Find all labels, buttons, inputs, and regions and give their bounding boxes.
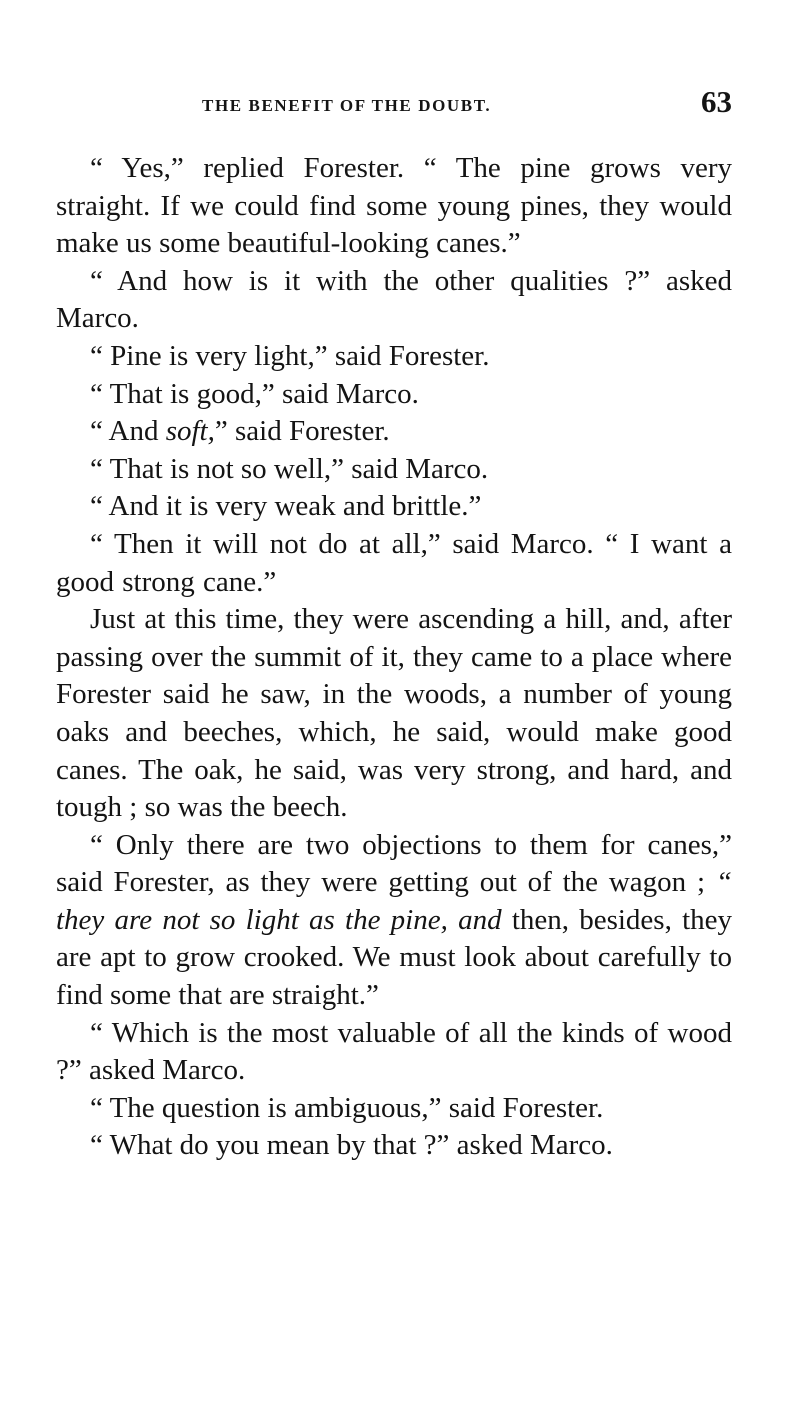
soft-open-text: “ And xyxy=(90,415,166,448)
paragraph: “ That is good,” said Marco. xyxy=(90,377,419,410)
running-head xyxy=(58,84,734,128)
soft-emphasis: soft, xyxy=(165,415,215,448)
paragraph: “ Which is the most valuable of all the kinds of wood ?” asked Marco. xyxy=(56,1016,732,1087)
paragraph: “ Then it will not do at all,” said Marco. “ I want a good strong cane.” xyxy=(56,527,732,598)
soft-close-text: ” said Forester. xyxy=(214,415,390,448)
paragraph: Just at this time, they were ascending a hill, and, after passing over the summit of it, they came to a place where Forester said he saw, in the woods, a number of young oaks and beeches, which, he said, would make good canes. The oak, he said, was very strong, and hard, and tough ; so was the beech. xyxy=(56,603,732,824)
paragraph: “ The question is ambiguous,” said Forester. xyxy=(90,1091,604,1124)
paragraph: “ And how is it with the other qualities ?” asked Marco. xyxy=(56,264,732,335)
body-text xyxy=(56,150,732,1165)
page-number: 63 xyxy=(701,84,732,119)
paragraph-objections xyxy=(56,827,732,1015)
objections-emphasis: “ they are not so light as the pine, and xyxy=(56,866,732,936)
paragraph: “ Pine is very light,” said Forester. xyxy=(90,339,490,372)
running-title: THE BENEFIT OF THE DOUBT. xyxy=(202,96,492,115)
paragraph: “ That is not so well,” said Marco. xyxy=(90,452,489,485)
paragraph: “ Yes,” replied Forester. “ The pine grows very straight. If we could find some young pines, they would make us some beautiful-looking canes.” xyxy=(56,152,732,260)
paragraph-soft xyxy=(56,413,732,451)
paragraph: “ And it is very weak and brittle.” xyxy=(90,490,482,523)
objections-closing: then, besides, they are apt to grow crooked. We must look about carefully to find some that are straight.” xyxy=(56,903,732,1012)
paragraph: “ What do you mean by that ?” asked Marco. xyxy=(90,1129,613,1162)
objections-opening: “ Only there are two objections to them for canes,” said Forester, as they were getting out of the wagon ; xyxy=(56,828,732,899)
